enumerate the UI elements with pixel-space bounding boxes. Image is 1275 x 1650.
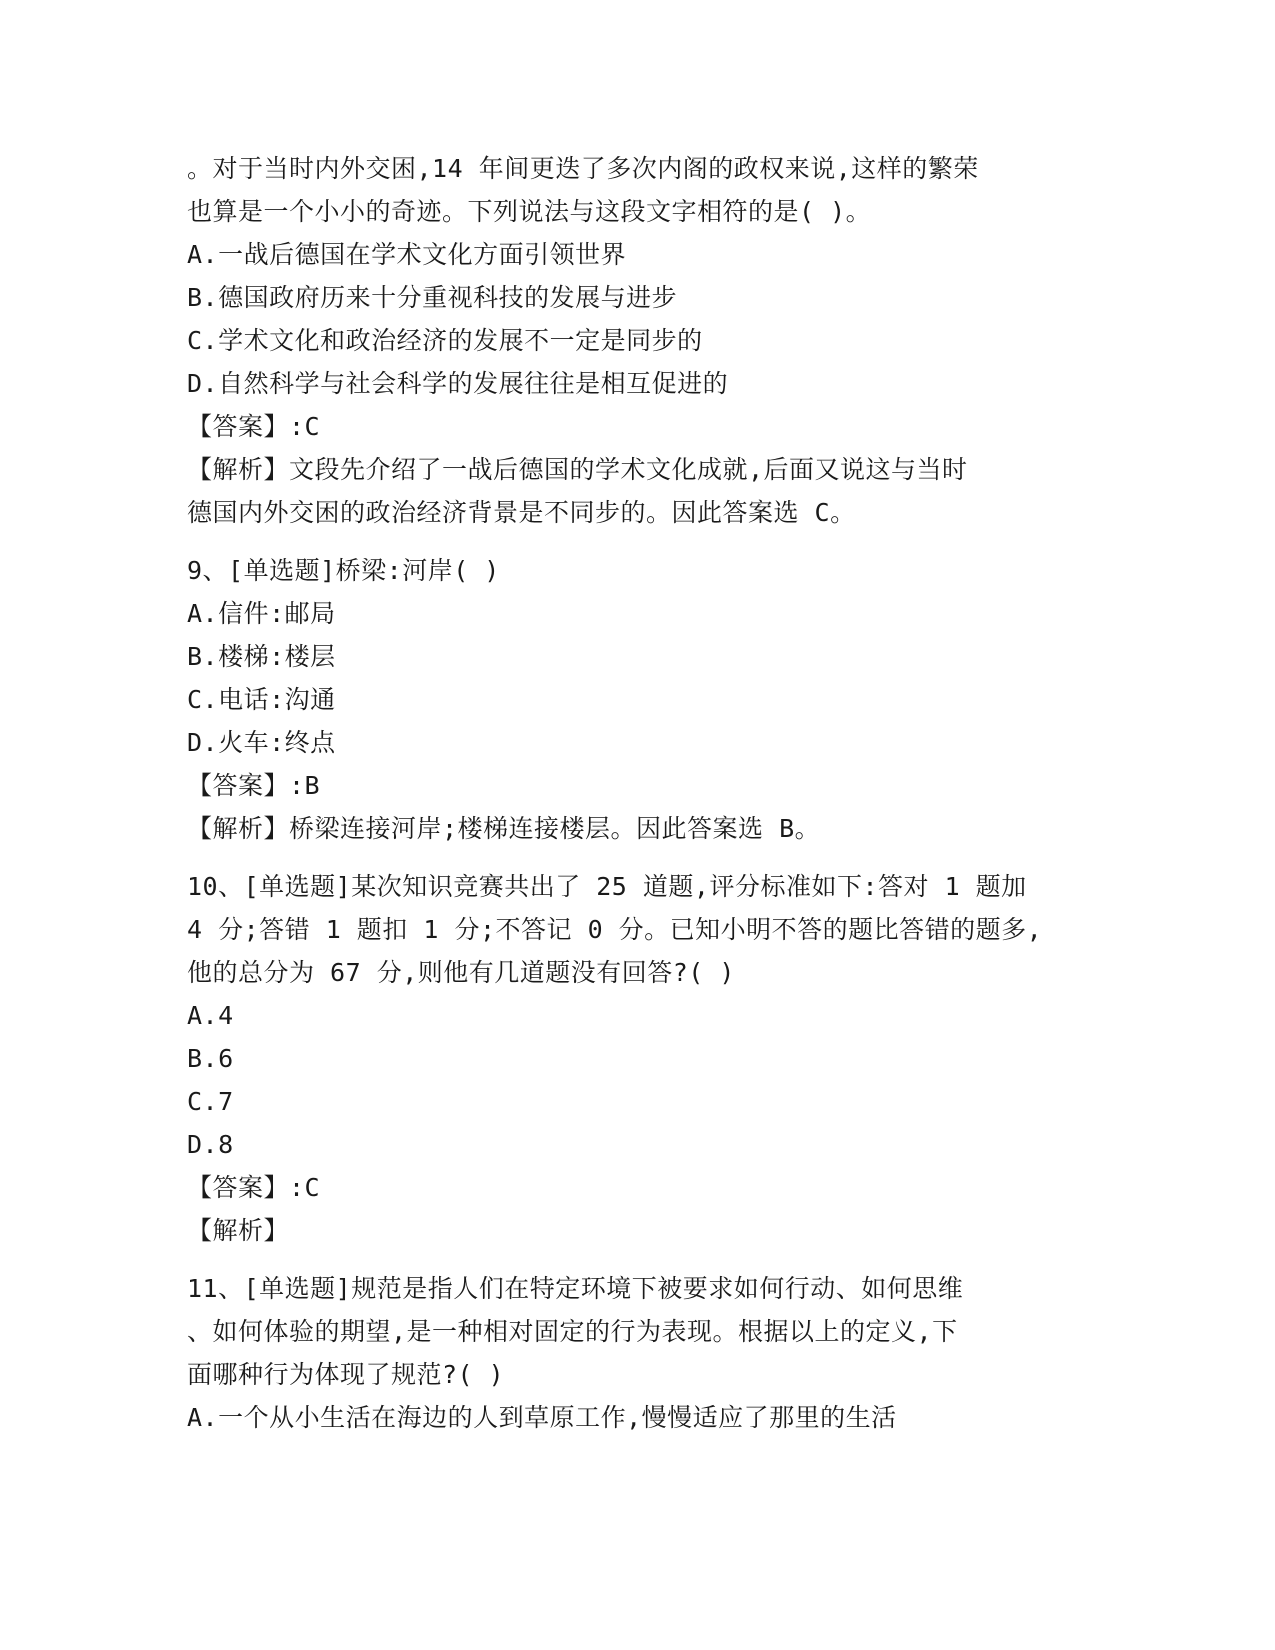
question-title: 11、[单选题]规范是指人们在特定环境下被要求如何行动、如何思维 <box>187 1274 964 1303</box>
answer-line: 【答案】:B <box>187 771 321 800</box>
analysis-line: 【解析】 <box>187 1216 290 1245</box>
section-spacer <box>187 534 1087 549</box>
question-text-line: 4 分;答错 1 题扣 1 分;不答记 0 分。已知小明不答的题比答错的题多, <box>187 915 1043 944</box>
question-text-line: 、如何体验的期望,是一种相对固定的行为表现。根据以上的定义,下 <box>187 1317 958 1346</box>
question-11-block <box>187 1267 1087 1439</box>
document-content <box>187 147 1087 1439</box>
option-a: A.一个从小生活在海边的人到草原工作,慢慢适应了那里的生活 <box>187 1403 897 1432</box>
option-b: B.德国政府历来十分重视科技的发展与进步 <box>187 283 678 312</box>
option-c: C.电话:沟通 <box>187 685 336 714</box>
option-d: D.火车:终点 <box>187 728 336 757</box>
option-a: A.信件:邮局 <box>187 599 336 628</box>
option-b: B.楼梯:楼层 <box>187 642 336 671</box>
option-d: D.自然科学与社会科学的发展往往是相互促进的 <box>187 369 729 398</box>
analysis-line: 【解析】桥梁连接河岸;楼梯连接楼层。因此答案选 B。 <box>187 814 821 843</box>
question-9-block <box>187 549 1087 850</box>
question-text-line: 他的总分为 67 分,则他有几道题没有回答?( ) <box>187 958 735 987</box>
answer-line: 【答案】:C <box>187 412 321 441</box>
answer-line: 【答案】:C <box>187 1173 321 1202</box>
question-title: 10、[单选题]某次知识竞赛共出了 25 道题,评分标准如下:答对 1 题加 <box>187 872 1027 901</box>
option-c: C.学术文化和政治经济的发展不一定是同步的 <box>187 326 703 355</box>
question-text-line: 面哪种行为体现了规范?( ) <box>187 1360 505 1389</box>
option-b: B.6 <box>187 1044 234 1073</box>
analysis-line: 【解析】文段先介绍了一战后德国的学术文化成就,后面又说这与当时 <box>187 455 968 484</box>
question-text-line: 也算是一个小小的奇迹。下列说法与这段文字相符的是( )。 <box>187 197 872 226</box>
option-a: A.4 <box>187 1001 234 1030</box>
section-spacer <box>187 850 1087 865</box>
option-c: C.7 <box>187 1087 234 1116</box>
question-title: 9、[单选题]桥梁:河岸( ) <box>187 556 500 585</box>
question-8-block <box>187 147 1087 534</box>
section-spacer <box>187 1252 1087 1267</box>
question-10-block <box>187 865 1087 1252</box>
option-d: D.8 <box>187 1130 234 1159</box>
option-a: A.一战后德国在学术文化方面引领世界 <box>187 240 627 269</box>
question-text-line: 。对于当时内外交困,14 年间更迭了多次内阁的政权来说,这样的繁荣 <box>187 154 979 183</box>
analysis-line: 德国内外交困的政治经济背景是不同步的。因此答案选 C。 <box>187 498 856 527</box>
